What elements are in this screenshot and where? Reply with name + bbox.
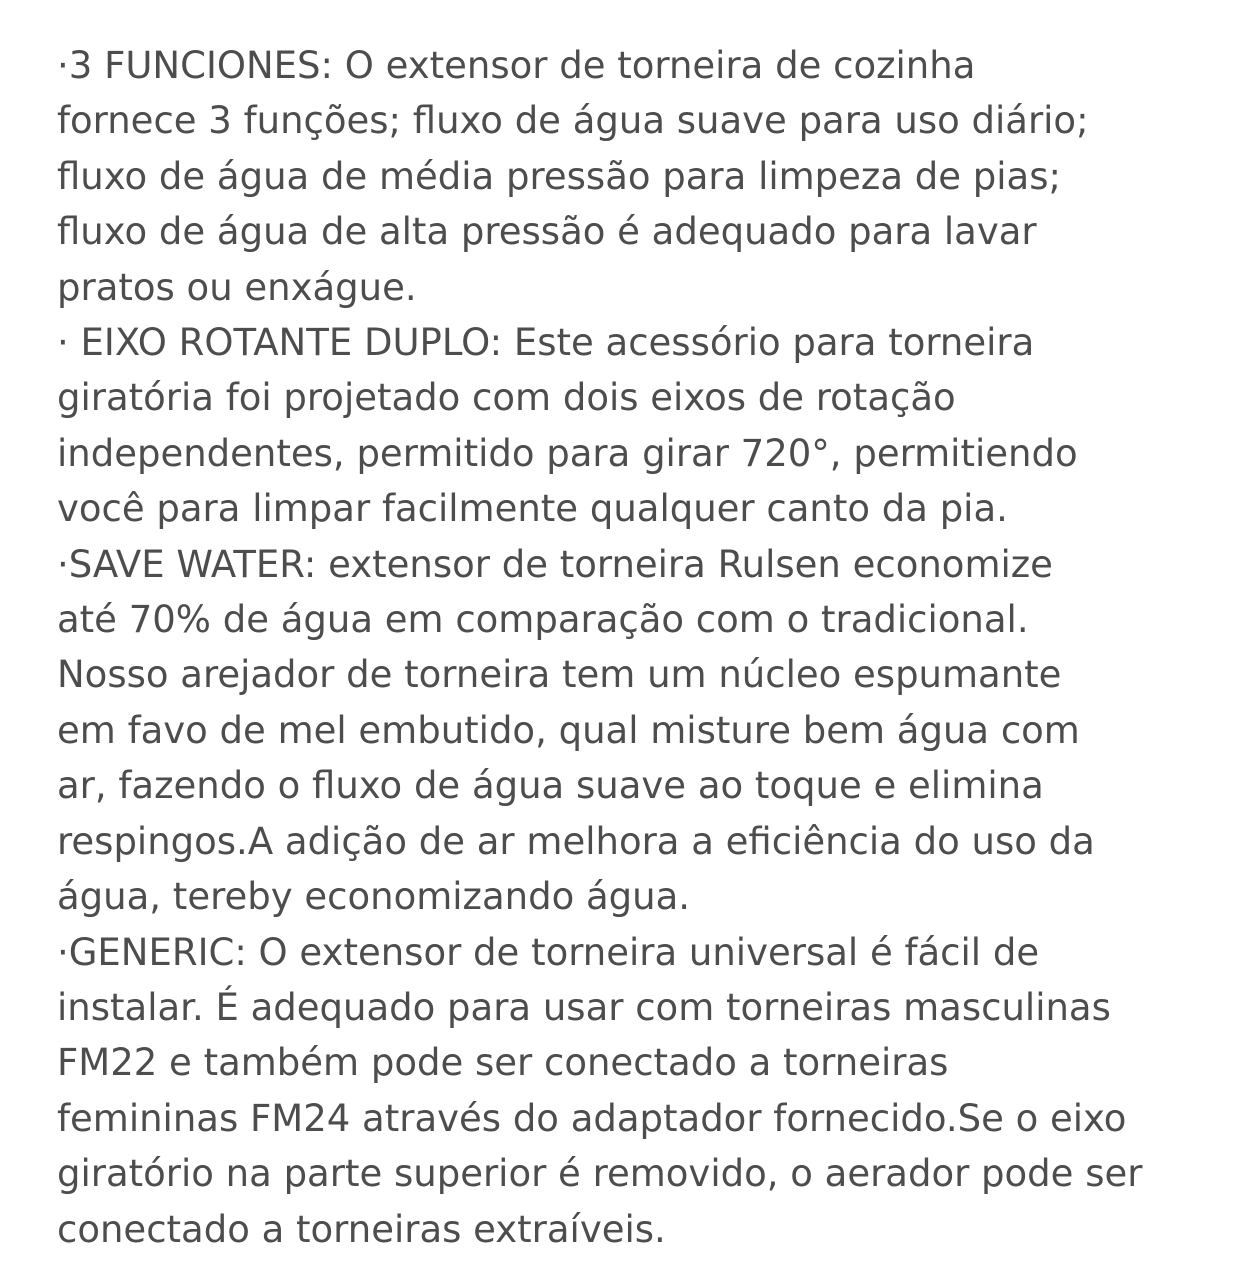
description-line: · EIXO ROTANTE DUPLO: Este acessório para torneira xyxy=(57,321,1035,365)
description-line: Nosso arejador de torneira tem um núcleo espumante xyxy=(57,653,1062,697)
description-line: ·3 FUNCIONES: O extensor de torneira de cozinha xyxy=(57,44,976,87)
description-line: fluxo de água de média pressão para limpeza de pias; xyxy=(57,154,1061,198)
description-line: giratório na parte superior é removido, o aerador pode ser xyxy=(57,1152,1143,1196)
description-line: você para limpar facilmente qualquer canto da pia. xyxy=(57,487,1008,531)
description-line: respingos.A adição de ar melhora a eficiência do uso da xyxy=(57,819,1095,863)
description-line: femininas FM24 através do adaptador fornecido.Se o eixo xyxy=(57,1096,1127,1140)
description-line: conectado a torneiras extraíveis. xyxy=(57,1207,666,1251)
description-line: até 70% de água em comparação com o tradicional. xyxy=(57,598,1029,642)
description-line: giratória foi projetado com dois eixos de rotação xyxy=(57,376,956,420)
description-line: ar, fazendo o fluxo de água suave ao toque e elimina xyxy=(57,764,1044,808)
description-line: instalar. É adequado para usar com torneiras masculinas xyxy=(57,985,1111,1029)
description-line: em favo de mel embutido, qual misture bem água com xyxy=(57,708,1080,752)
description-line: pratos ou enxágue. xyxy=(57,265,417,309)
description-line: ·GENERIC: O extensor de torneira universal é fácil de xyxy=(57,930,1040,974)
description-line: fluxo de água de alta pressão é adequado para lavar xyxy=(57,210,1037,254)
description-line: independentes, permitido para girar 720°, permitiendo xyxy=(57,431,1078,475)
description-line: ·SAVE WATER: extensor de torneira Rulsen economize xyxy=(57,542,1053,586)
description-line: FM22 e também pode ser conectado a torneiras xyxy=(57,1041,949,1085)
description-line: fornece 3 funções; fluxo de água suave para uso diário; xyxy=(57,99,1089,143)
description-line: água, tereby economizando água. xyxy=(57,875,691,919)
product-description xyxy=(57,38,1217,1257)
